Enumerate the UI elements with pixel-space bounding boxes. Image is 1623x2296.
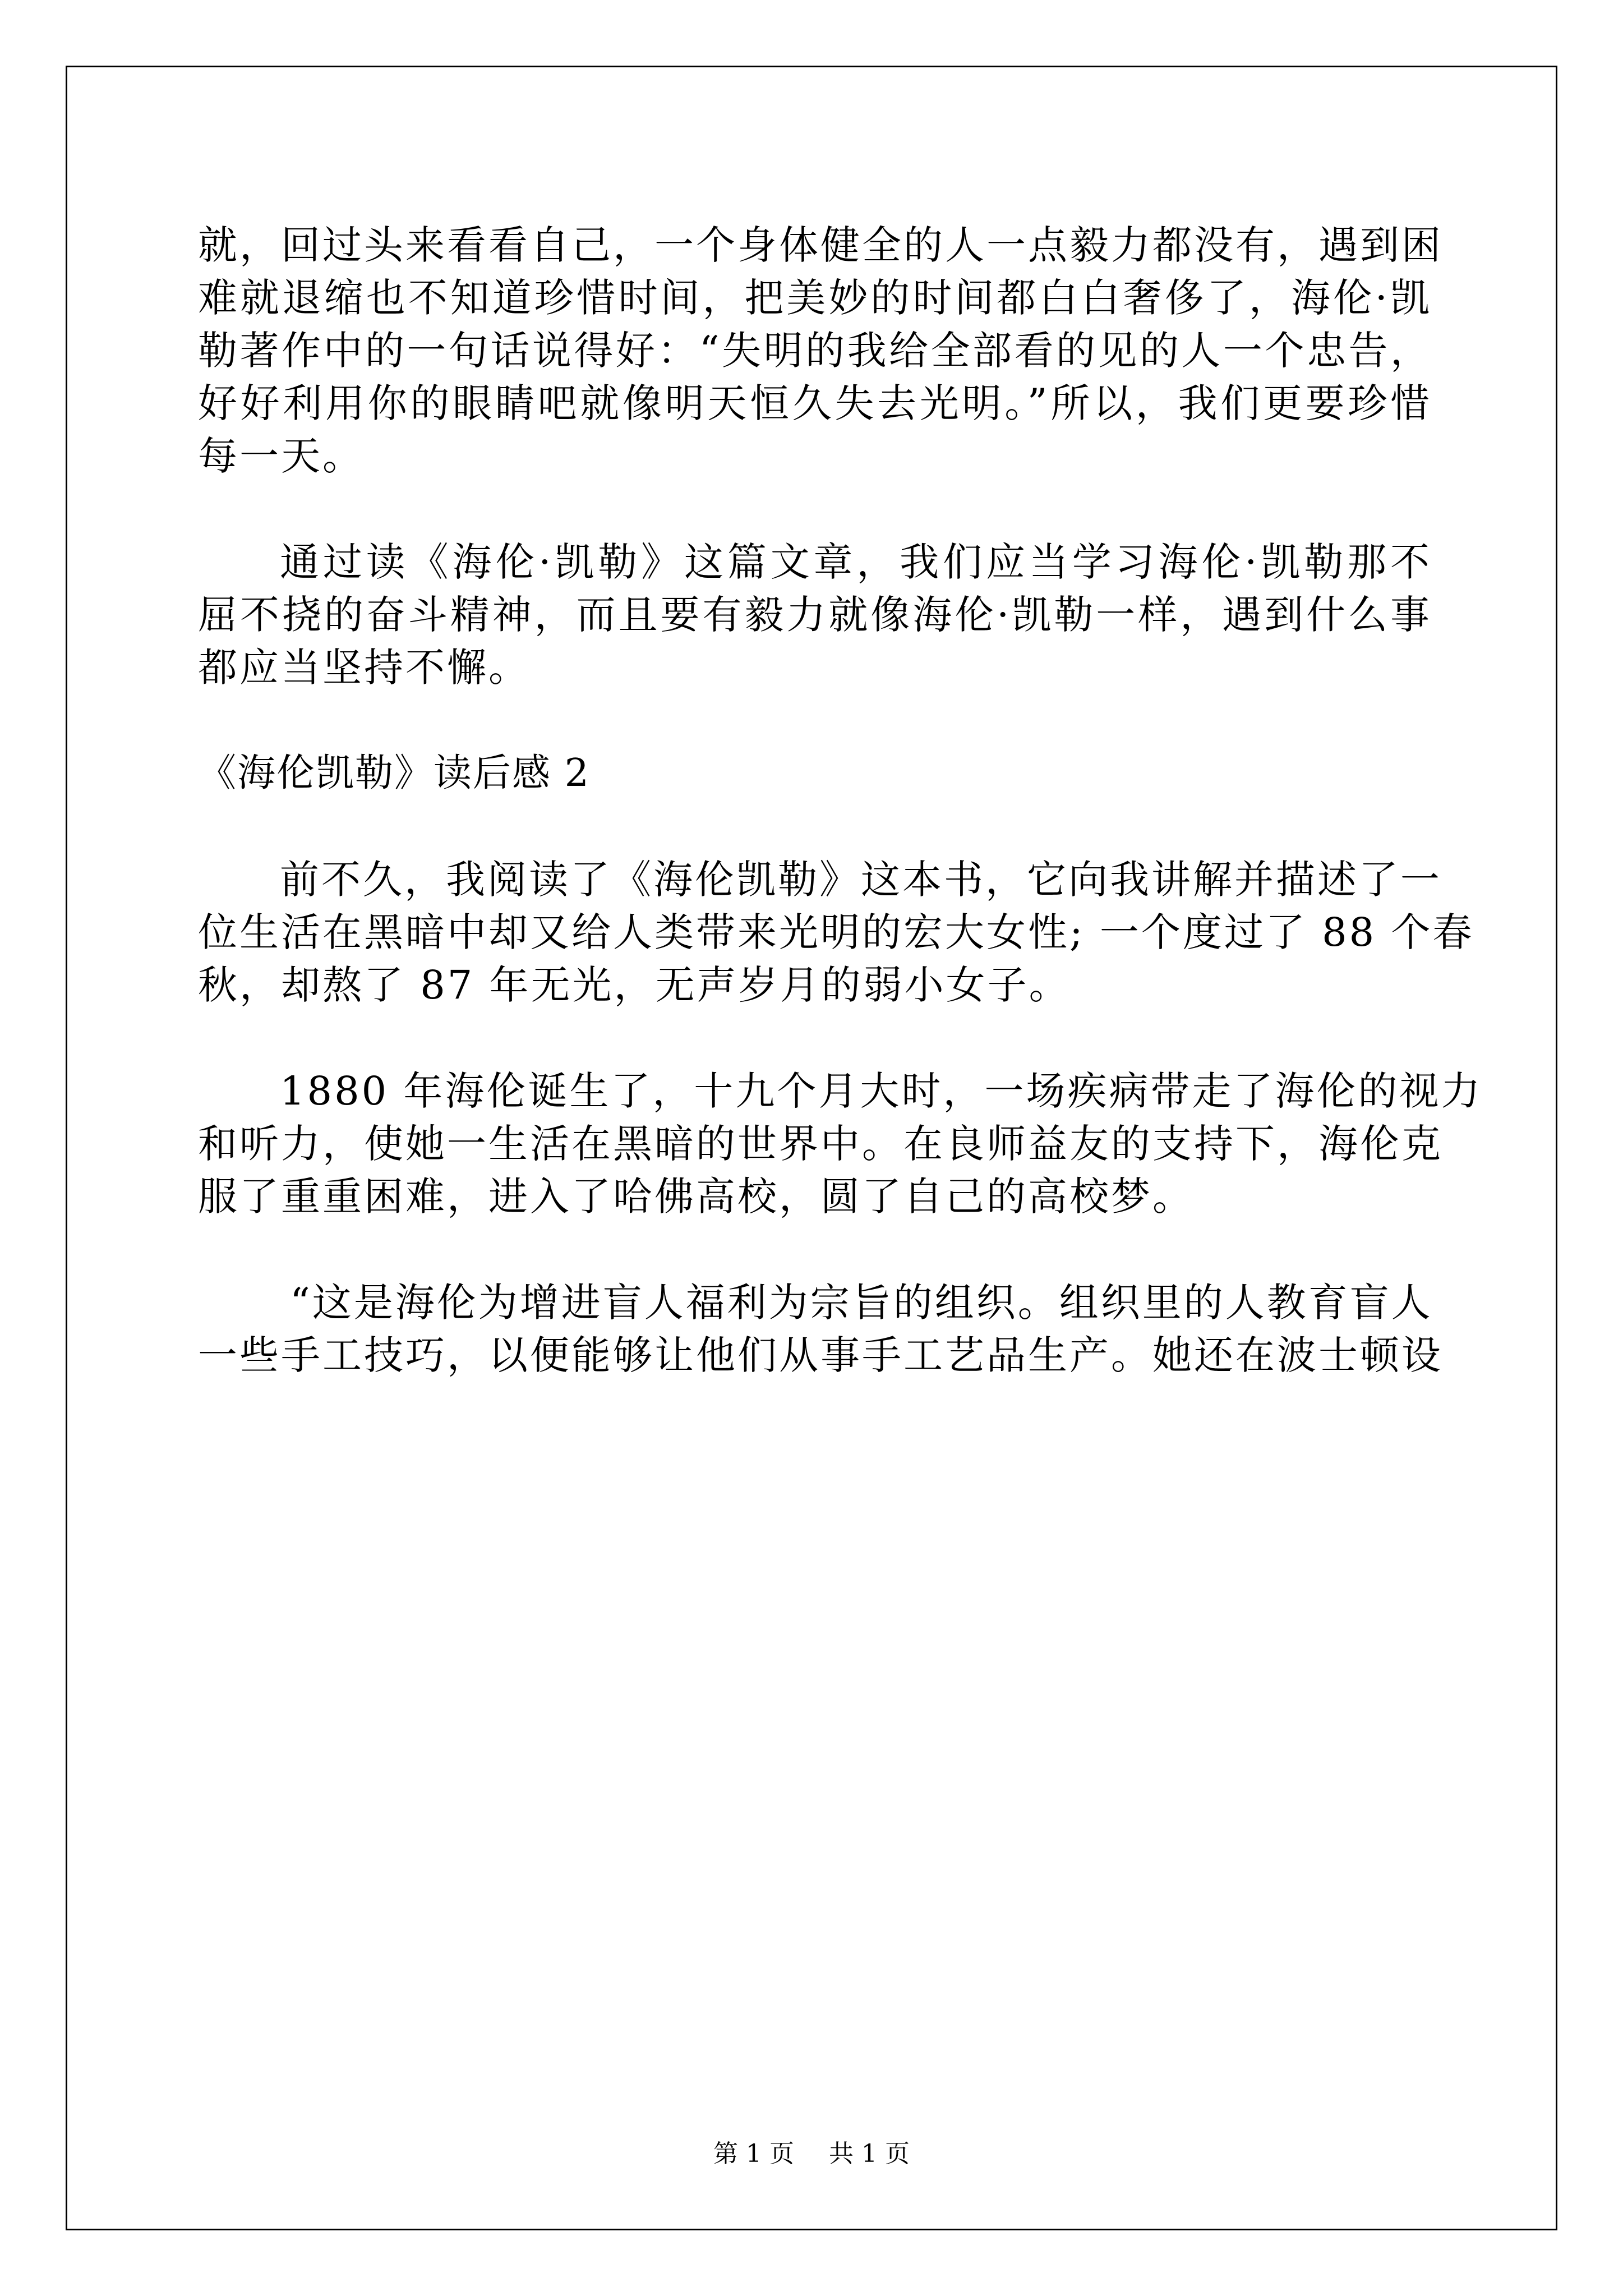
text-line: 秋，却熬了 87 年无光，无声岁月的弱小女子。 [198, 962, 1071, 1008]
text-line: 位生活在黑暗中却又给人类带来光明的宏大女性; 一个度过了 88 个春 [198, 909, 1474, 955]
paragraph-5 [198, 1276, 1443, 1382]
text-line: 勒著作中的一句话说得好：“失明的我给全部看的见的人一个忠告， [198, 328, 1432, 374]
text-line: 和听力，使她一生活在黑暗的世界中。在良师益友的支持下，海伦克 [198, 1121, 1443, 1167]
page-footer [0, 2137, 1623, 2171]
page-number: 第 1 页 [713, 2139, 794, 2168]
text-line: 每一天。 [198, 433, 364, 479]
page-total: 共 1 页 [829, 2139, 910, 2168]
heading-text: 《海伦凯勒》读后感 2 [198, 751, 590, 795]
paragraph-4 [198, 1065, 1483, 1223]
paragraph-2 [198, 536, 1432, 694]
section-heading [198, 747, 1432, 800]
text-line: 服了重重困难，进入了哈佛高校，圆了自己的高校梦。 [198, 1174, 1194, 1220]
paragraph-3 [198, 853, 1474, 1011]
text-line: 好好利用你的眼睛吧就像明天恒久失去光明。”所以，我们更要珍惜 [198, 380, 1432, 426]
text-line: 难就退缩也不知道珍惜时间，把美妙的时间都白白奢侈了，海伦·凯 [198, 275, 1432, 321]
text-line: “这是海伦为增进盲人福利为宗旨的组织。组织里的人教育盲人 [290, 1280, 1433, 1326]
text-line: 都应当坚持不懈。 [198, 645, 530, 691]
text-line: 1880 年海伦诞生了，十九个月大时，一场疾病带走了海伦的视力 [280, 1068, 1483, 1114]
text-line: 屈不挠的奋斗精神，而且要有毅力就像海伦·凯勒一样，遇到什么事 [198, 592, 1432, 638]
text-line: 前不久，我阅读了《海伦凯勒》这本书，它向我讲解并描述了一 [280, 857, 1442, 903]
text-line: 一些手工技巧，以便能够让他们从事手工艺品生产。她还在波士顿设 [198, 1332, 1443, 1378]
document-body [198, 219, 1483, 1382]
paragraph-1 [198, 219, 1443, 482]
text-line: 就，回过头来看看自己，一个身体健全的人一点毅力都没有，遇到困 [198, 222, 1443, 268]
text-line: 通过读《海伦·凯勒》这篇文章，我们应当学习海伦·凯勒那不 [280, 539, 1432, 585]
